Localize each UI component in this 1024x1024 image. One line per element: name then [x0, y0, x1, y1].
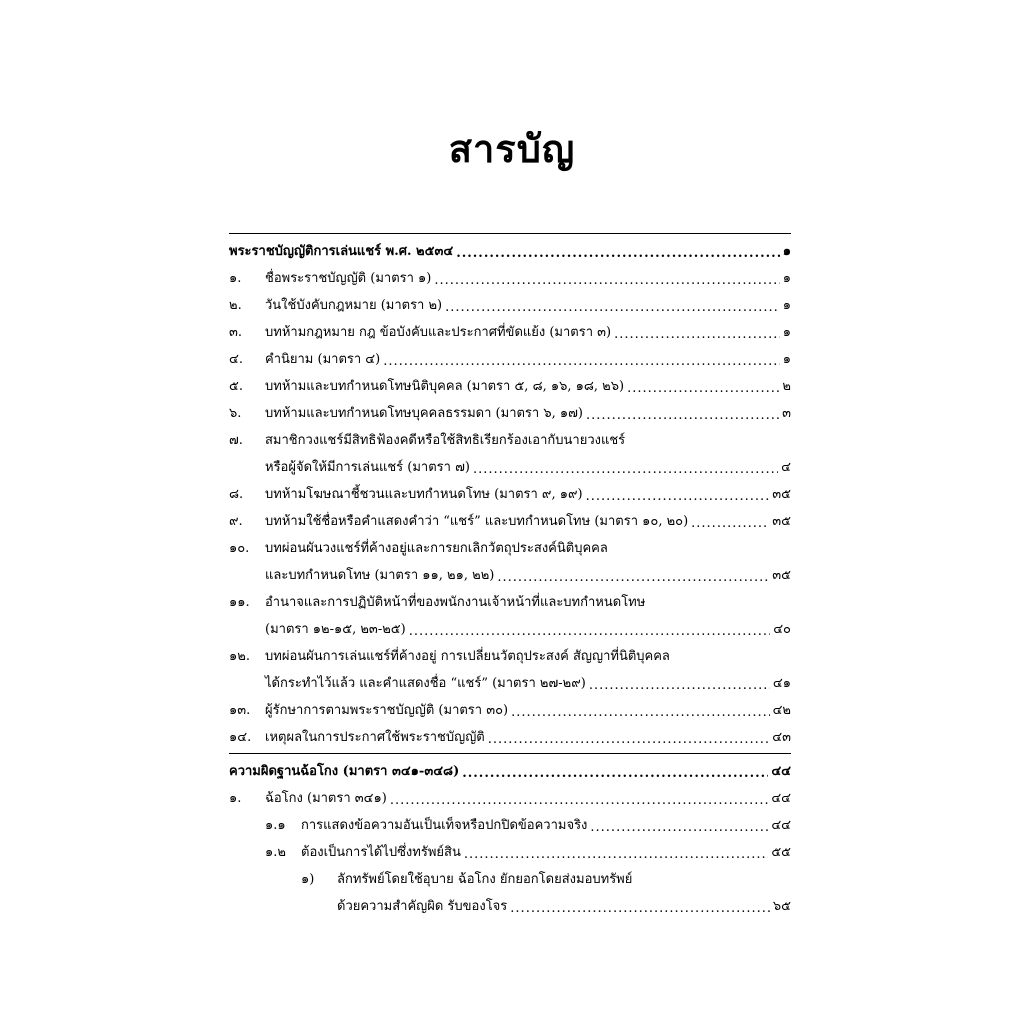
entry-text: ด้วยความสำคัญผิด รับของโจร — [337, 899, 508, 914]
entry-text: บทห้ามใช้ชื่อหรือคำแสดงคำว่า “แชร์” และบทกำหนดโทษ (มาตรา ๑๐, ๒๐) — [265, 514, 689, 529]
entry-number: ๘. — [229, 487, 244, 502]
toc-heading-text: ความผิดฐานฉ้อโกง (มาตรา ๓๔๑-๓๔๘) — [229, 764, 460, 779]
entry-body — [265, 531, 791, 585]
dot-leader — [691, 516, 769, 531]
entry-number: ๑๑. — [229, 595, 250, 610]
page-number: ๓ — [782, 406, 791, 421]
entry-body — [265, 693, 791, 720]
page-number: ๖๕ — [772, 899, 791, 914]
toc-heading — [229, 234, 791, 261]
entry-number: ๑) — [301, 872, 315, 887]
entry-text: บทห้ามและบทกำหนดโทษบุคคลธรรมดา (มาตรา ๖, ๑๗) — [265, 406, 583, 421]
entry-body — [265, 477, 791, 504]
toc-entry — [229, 369, 791, 396]
dot-leader — [383, 354, 780, 369]
toc-heading-body — [229, 234, 791, 261]
entry-text: ฉ้อโกง (มาตรา ๓๔๑) — [265, 791, 387, 806]
toc-line — [265, 342, 791, 369]
entry-number: ๕. — [229, 379, 243, 394]
toc-entry — [229, 693, 791, 720]
page-title: สารบัญ — [448, 126, 576, 171]
page-number: ๔๓ — [772, 730, 791, 745]
toc-line — [265, 261, 791, 288]
toc-entry — [229, 808, 791, 835]
page-number: ๔๔ — [771, 764, 791, 779]
entry-number: ๗. — [229, 433, 243, 448]
entry-text: ชื่อพระราชบัญญัติ (มาตรา ๑) — [265, 271, 432, 286]
toc-line — [337, 889, 791, 916]
entry-body — [265, 504, 791, 531]
toc-line — [265, 693, 791, 720]
entry-number: ๑.๒ — [265, 845, 286, 860]
entry-body — [301, 808, 791, 835]
dot-leader — [445, 300, 780, 315]
dot-leader — [434, 273, 779, 288]
entry-body — [265, 369, 791, 396]
entry-body — [265, 423, 791, 477]
dot-leader — [614, 327, 780, 342]
entry-number: ๑.๑ — [265, 818, 286, 833]
toc-entry — [229, 639, 791, 693]
toc-line — [265, 585, 791, 612]
entry-body — [265, 639, 791, 693]
toc-entry — [229, 504, 791, 531]
toc-entry — [229, 585, 791, 639]
dot-leader — [590, 820, 768, 835]
toc-line — [265, 666, 791, 693]
toc-line — [265, 396, 791, 423]
toc-entry — [229, 720, 791, 747]
entry-body — [265, 585, 791, 639]
entry-number: ๑๓. — [229, 703, 251, 718]
dot-leader — [488, 732, 770, 747]
entry-body — [265, 342, 791, 369]
entry-body — [337, 862, 791, 916]
toc-line — [265, 720, 791, 747]
dot-leader — [456, 246, 780, 261]
entry-number: ๔. — [229, 352, 243, 367]
toc-line — [265, 423, 791, 450]
entry-text: คำนิยาม (มาตรา ๔) — [265, 352, 381, 367]
toc-line — [265, 639, 791, 666]
dot-leader — [409, 624, 771, 639]
toc-line — [265, 315, 791, 342]
dot-leader — [497, 570, 769, 585]
page-number: ๕๕ — [771, 845, 791, 860]
toc-entry — [229, 261, 791, 288]
page-number: ๔๑ — [772, 676, 791, 691]
page-number: ๑ — [782, 352, 791, 367]
entry-number: ๑๒. — [229, 649, 250, 664]
toc-entry — [229, 531, 791, 585]
toc-line — [265, 781, 791, 808]
entry-text: ได้กระทำไว้แล้ว และคำแสดงชื่อ “แชร์” (มาตรา ๒๗-๒๙) — [265, 676, 586, 691]
toc-entry — [229, 288, 791, 315]
toc-line — [265, 504, 791, 531]
toc-line — [337, 862, 791, 889]
dot-leader — [586, 489, 770, 504]
dot-leader — [589, 678, 770, 693]
entry-body — [265, 288, 791, 315]
entry-number: ๒. — [229, 298, 242, 313]
entry-text: สมาชิกวงแชร์มีสิทธิฟ้องคดีหรือใช้สิทธิเรียกร้องเอากับนายวงแชร์ — [265, 433, 626, 448]
entry-text: หรือผู้จัดให้มีการเล่นแชร์ (มาตรา ๗) — [265, 460, 470, 475]
dot-leader — [510, 901, 770, 916]
page-number: ๒ — [782, 379, 791, 394]
entry-body — [265, 315, 791, 342]
toc-line — [301, 835, 791, 862]
toc-entry — [229, 781, 791, 808]
toc-entry — [229, 423, 791, 477]
toc-heading-body — [229, 754, 791, 781]
page-number: ๓๕ — [772, 568, 791, 583]
toc-entry — [229, 835, 791, 862]
dot-leader — [473, 462, 778, 477]
dot-leader — [511, 705, 769, 720]
dot-leader — [390, 793, 768, 808]
entry-text: บทผ่อนผันวงแชร์ที่ค้างอยู่และการยกเลิกวัตถุประสงค์นิติบุคคล — [265, 541, 608, 556]
dot-leader — [462, 766, 768, 781]
page-number: ๔๐ — [773, 622, 791, 637]
page-number: ๑ — [782, 244, 791, 259]
toc-line — [265, 477, 791, 504]
toc-line — [265, 531, 791, 558]
toc-line — [265, 450, 791, 477]
dot-leader — [627, 381, 779, 396]
dot-leader — [464, 847, 768, 862]
entry-text: และบทกำหนดโทษ (มาตรา ๑๑, ๒๑, ๒๒) — [265, 568, 495, 583]
entry-number: ๙. — [229, 514, 243, 529]
entry-number: ๓. — [229, 325, 243, 340]
toc-line — [265, 288, 791, 315]
page-number: ๑ — [782, 325, 791, 340]
entry-number: ๑. — [229, 791, 242, 806]
entry-text: อำนาจและการปฏิบัติหน้าที่ของพนักงานเจ้าหน้าที่และบทกำหนดโทษ — [265, 595, 646, 610]
toc-line — [265, 612, 791, 639]
toc-line — [229, 754, 791, 781]
toc-entry — [229, 862, 791, 916]
entry-number: ๖. — [229, 406, 242, 421]
entry-number: ๑. — [229, 271, 242, 286]
entry-text: บทห้ามและบทกำหนดโทษนิติบุคคล (มาตรา ๕, ๘, ๑๖, ๑๘, ๒๖) — [265, 379, 625, 394]
entry-text: ต้องเป็นการได้ไปซึ่งทรัพย์สิน — [301, 845, 461, 860]
entry-number: ๑๐. — [229, 541, 250, 556]
entry-text: เหตุผลในการประกาศใช้พระราชบัญญัติ — [265, 730, 485, 745]
entry-text: (มาตรา ๑๒-๑๕, ๒๓-๒๕) — [265, 622, 406, 637]
toc-line — [265, 369, 791, 396]
toc-heading-text: พระราชบัญญัติการเล่นแชร์ พ.ศ. ๒๕๓๔ — [229, 244, 454, 259]
toc-line — [301, 808, 791, 835]
page-number: ๔๒ — [772, 703, 791, 718]
page-number: ๔๔ — [771, 791, 791, 806]
toc-heading — [229, 754, 791, 781]
entry-number: ๑๔. — [229, 730, 252, 745]
entry-text: บทผ่อนผันการเล่นแชร์ที่ค้างอยู่ การเปลี่ยนวัตถุประสงค์ สัญญาที่นิติบุคคล — [265, 649, 670, 664]
table-of-contents — [229, 233, 791, 916]
entry-body — [265, 781, 791, 808]
toc-entry — [229, 342, 791, 369]
toc-line — [229, 234, 791, 261]
page-number: ๔ — [781, 460, 791, 475]
page-number: ๑ — [782, 298, 791, 313]
entry-text: ผู้รักษาการตามพระราชบัญญัติ (มาตรา ๓๐) — [265, 703, 509, 718]
page-number: ๓๕ — [772, 487, 791, 502]
toc-entry — [229, 396, 791, 423]
entry-text: บทห้ามกฎหมาย กฎ ข้อบังคับและประกาศที่ขัดแย้ง (มาตรา ๓) — [265, 325, 612, 340]
page-number: ๔๔ — [771, 818, 791, 833]
entry-text: การแสดงข้อความอันเป็นเท็จหรือปกปิดข้อความจริง — [301, 818, 588, 833]
toc-entry — [229, 315, 791, 342]
toc-line — [265, 558, 791, 585]
entry-body — [265, 261, 791, 288]
entry-text: ลักทรัพย์โดยใช้อุบาย ฉ้อโกง ยักยอกโดยส่งมอบทรัพย์ — [337, 872, 633, 887]
entry-body — [301, 835, 791, 862]
entry-body — [265, 720, 791, 747]
dot-leader — [586, 408, 779, 423]
page-number: ๓๕ — [772, 514, 791, 529]
toc-entry — [229, 477, 791, 504]
page-number: ๑ — [782, 271, 791, 286]
entry-text: วันใช้บังคับกฎหมาย (มาตรา ๒) — [265, 298, 443, 313]
entry-text: บทห้ามโฆษณาชี้ชวนและบทกำหนดโทษ (มาตรา ๙, ๑๙) — [265, 487, 583, 502]
entry-body — [265, 396, 791, 423]
